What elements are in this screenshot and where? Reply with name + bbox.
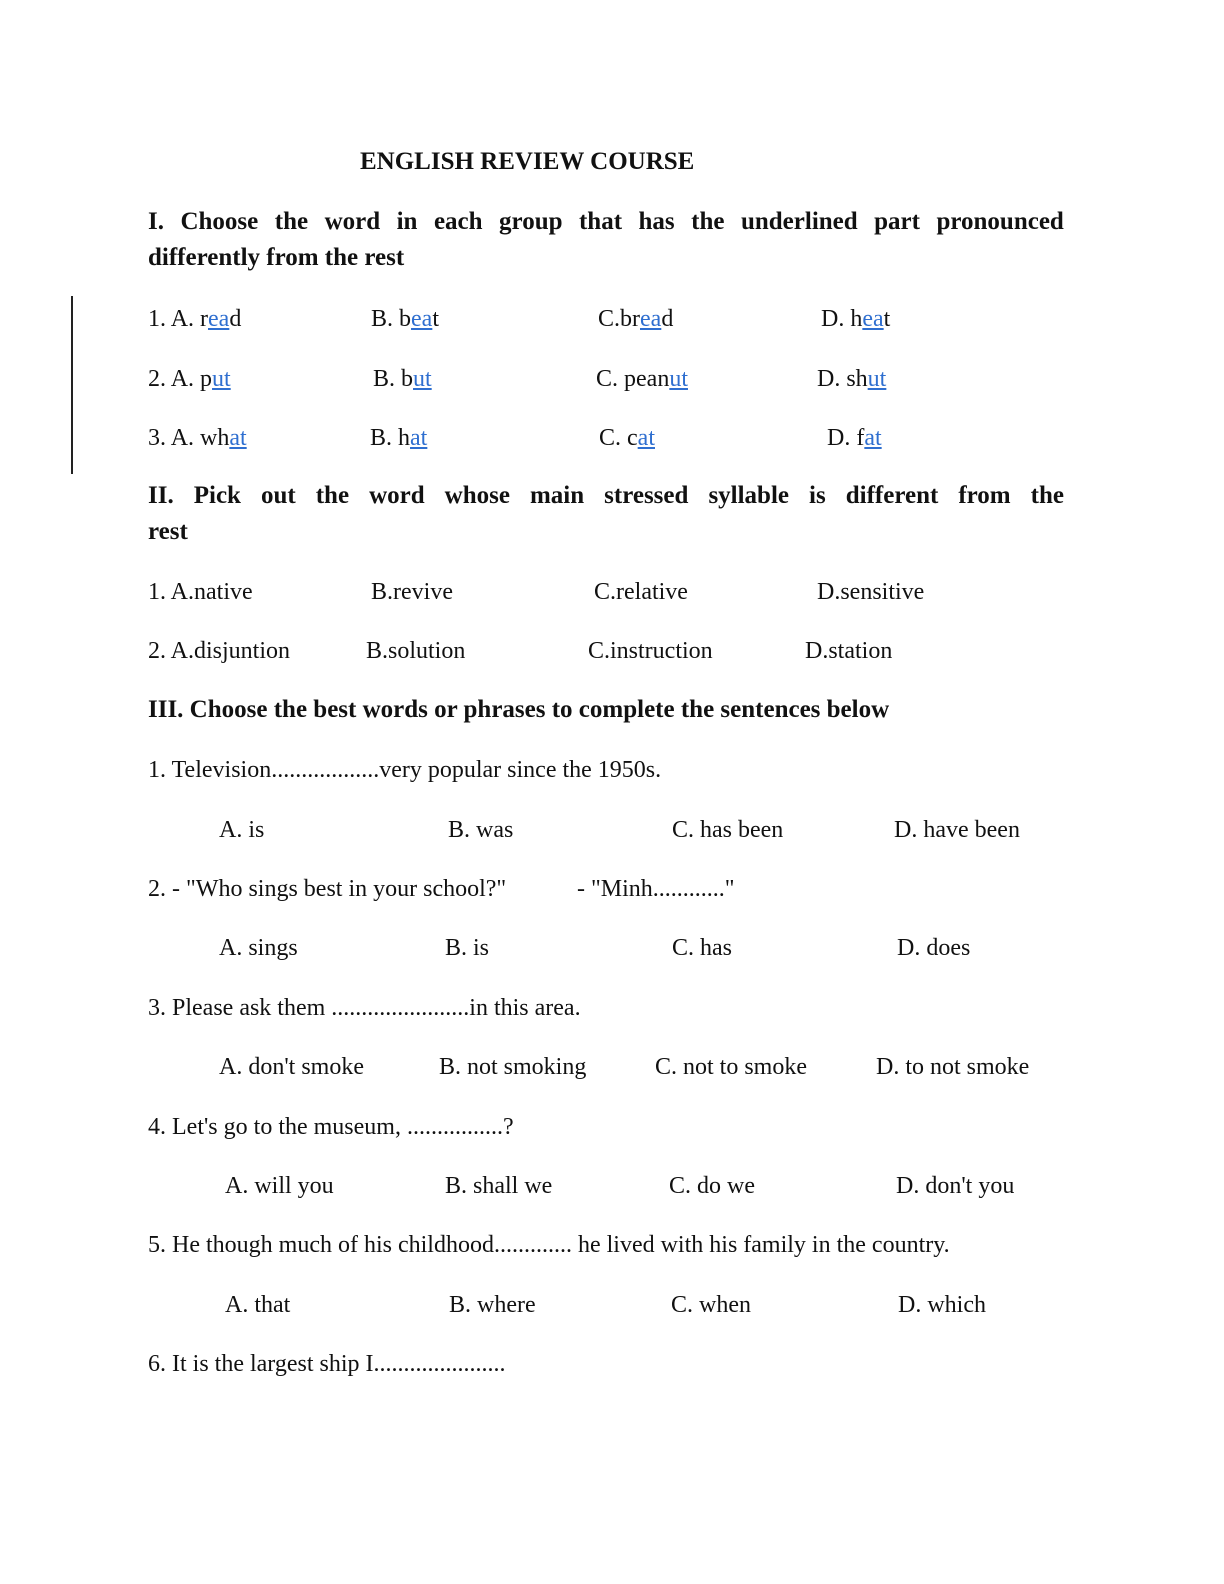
answer-option: C. do we xyxy=(669,1173,755,1199)
heading-word: word xyxy=(324,208,381,235)
option-text: C. c xyxy=(599,425,638,451)
question-text: 4. Let's go to the museum, ................? xyxy=(148,1114,514,1140)
pronunciation-option xyxy=(148,366,231,393)
heading-word: part xyxy=(874,208,920,235)
heading-word: that xyxy=(578,208,623,235)
heading-word: has xyxy=(638,208,675,235)
stress-option: 1. A.native xyxy=(148,579,253,605)
pronunciation-option xyxy=(373,366,432,393)
underlined-part: ut xyxy=(867,366,887,392)
option-text: B. b xyxy=(371,306,412,332)
answer-option: B. is xyxy=(445,935,490,961)
pronunciation-option xyxy=(821,306,890,333)
heading-word: pronounced xyxy=(936,208,1064,235)
pronunciation-option xyxy=(596,366,688,393)
answer-option: C. not to smoke xyxy=(655,1054,808,1080)
option-text: d xyxy=(661,306,674,332)
option-text: B. b xyxy=(373,366,414,392)
question-answer-prompt: - "Minh............" xyxy=(577,876,735,902)
answer-option: C. when xyxy=(671,1292,751,1318)
underlined-part: ut xyxy=(413,366,432,392)
pronunciation-option xyxy=(148,306,241,333)
heading-word: from xyxy=(958,482,1011,509)
heading-word: underlined xyxy=(740,208,858,235)
option-text: A. wh xyxy=(170,425,230,451)
answer-option: C. has xyxy=(672,935,732,961)
underlined-part: ut xyxy=(212,366,231,392)
pronunciation-option xyxy=(371,306,439,333)
pronunciation-option xyxy=(370,425,427,452)
option-text: D. h xyxy=(821,306,863,332)
answer-option: B. not smoking xyxy=(439,1054,587,1080)
heading-word: whose xyxy=(444,482,510,509)
answer-option: B. was xyxy=(448,817,514,843)
pronunciation-option xyxy=(598,306,673,333)
heading-word: out xyxy=(260,482,296,509)
underlined-part: at xyxy=(229,425,247,451)
underlined-part: ut xyxy=(669,366,688,392)
answer-option: A. that xyxy=(225,1292,291,1318)
heading-word: stressed xyxy=(604,482,689,509)
answer-option: B. where xyxy=(449,1292,536,1318)
heading-word: group xyxy=(499,208,563,235)
answer-option: A. sings xyxy=(219,935,298,961)
stress-option: B.solution xyxy=(366,638,466,664)
stress-option: D.station xyxy=(805,638,893,664)
item-number: 2. xyxy=(148,366,171,392)
answer-option: D. to not smoke xyxy=(876,1054,1030,1080)
pronunciation-option xyxy=(148,425,247,452)
section-1-heading-line2: differently from the rest xyxy=(148,244,405,271)
question-text: 3. Please ask them .......................in this area. xyxy=(148,995,581,1021)
answer-option: C. has been xyxy=(672,817,784,843)
option-text: A. p xyxy=(170,366,213,392)
heading-word: the xyxy=(315,482,350,509)
answer-option: A. is xyxy=(219,817,265,843)
answer-option: A. don't smoke xyxy=(219,1054,364,1080)
heading-word: Choose xyxy=(180,208,259,235)
heading-word: is xyxy=(809,482,826,509)
margin-change-bar xyxy=(71,296,73,474)
answer-option: D. does xyxy=(897,935,971,961)
answer-option: A. will you xyxy=(225,1173,334,1199)
underlined-part: ea xyxy=(208,306,230,332)
pronunciation-option xyxy=(817,366,886,393)
option-text: t xyxy=(883,306,891,332)
answer-option: D. which xyxy=(898,1292,986,1318)
section-2-heading-line2: rest xyxy=(148,518,188,545)
option-text: D. sh xyxy=(817,366,868,392)
stress-option: 2. A.disjuntion xyxy=(148,638,291,664)
answer-option: D. don't you xyxy=(896,1173,1015,1199)
heading-word: the xyxy=(274,208,309,235)
heading-word: each xyxy=(433,208,483,235)
pronunciation-option xyxy=(827,425,882,452)
stress-option: B.revive xyxy=(371,579,453,605)
answer-option: B. shall we xyxy=(445,1173,553,1199)
stress-option: C.instruction xyxy=(588,638,713,664)
heading-word: the xyxy=(1030,482,1064,509)
heading-word: syllable xyxy=(708,482,790,509)
question-text: 6. It is the largest ship I...................... xyxy=(148,1351,506,1377)
underlined-part: ea xyxy=(640,306,662,332)
option-text: t xyxy=(432,306,439,332)
heading-word: II. xyxy=(148,482,174,509)
stress-option: C.relative xyxy=(594,579,688,605)
heading-word: different xyxy=(845,482,939,509)
answer-option: D. have been xyxy=(894,817,1020,843)
heading-word: I. xyxy=(148,208,164,235)
underlined-part: at xyxy=(864,425,882,451)
question-text: 1. Television..................very popular since the 1950s. xyxy=(148,757,662,783)
option-text: d xyxy=(229,306,242,332)
heading-word: the xyxy=(691,208,725,235)
underlined-part: at xyxy=(410,425,428,451)
underlined-part: at xyxy=(637,425,655,451)
option-text: C.br xyxy=(598,306,640,332)
question-text: 5. He though much of his childhood............. he lived with his family in the country. xyxy=(148,1232,950,1258)
heading-word: word xyxy=(369,482,425,509)
option-text: A. r xyxy=(170,306,209,332)
heading-word: Pick xyxy=(193,482,241,509)
pronunciation-option xyxy=(599,425,655,452)
option-text: C. pean xyxy=(596,366,670,392)
heading-word: main xyxy=(529,482,585,509)
section-1-heading xyxy=(148,208,1064,236)
underlined-part: ea xyxy=(411,306,433,332)
question-text: 2. - "Who sings best in your school?" xyxy=(148,876,507,902)
option-text: D. f xyxy=(827,425,865,451)
section-2-heading xyxy=(148,482,1064,510)
option-text: B. h xyxy=(370,425,411,451)
item-number: 3. xyxy=(148,425,171,451)
stress-option: D.sensitive xyxy=(817,579,925,605)
underlined-part: ea xyxy=(862,306,884,332)
document-title: ENGLISH REVIEW COURSE xyxy=(360,148,695,175)
heading-word: in xyxy=(396,208,418,235)
item-number: 1. xyxy=(148,306,171,332)
section-3-heading: III. Choose the best words or phrases to complete the sentences below xyxy=(148,696,890,723)
